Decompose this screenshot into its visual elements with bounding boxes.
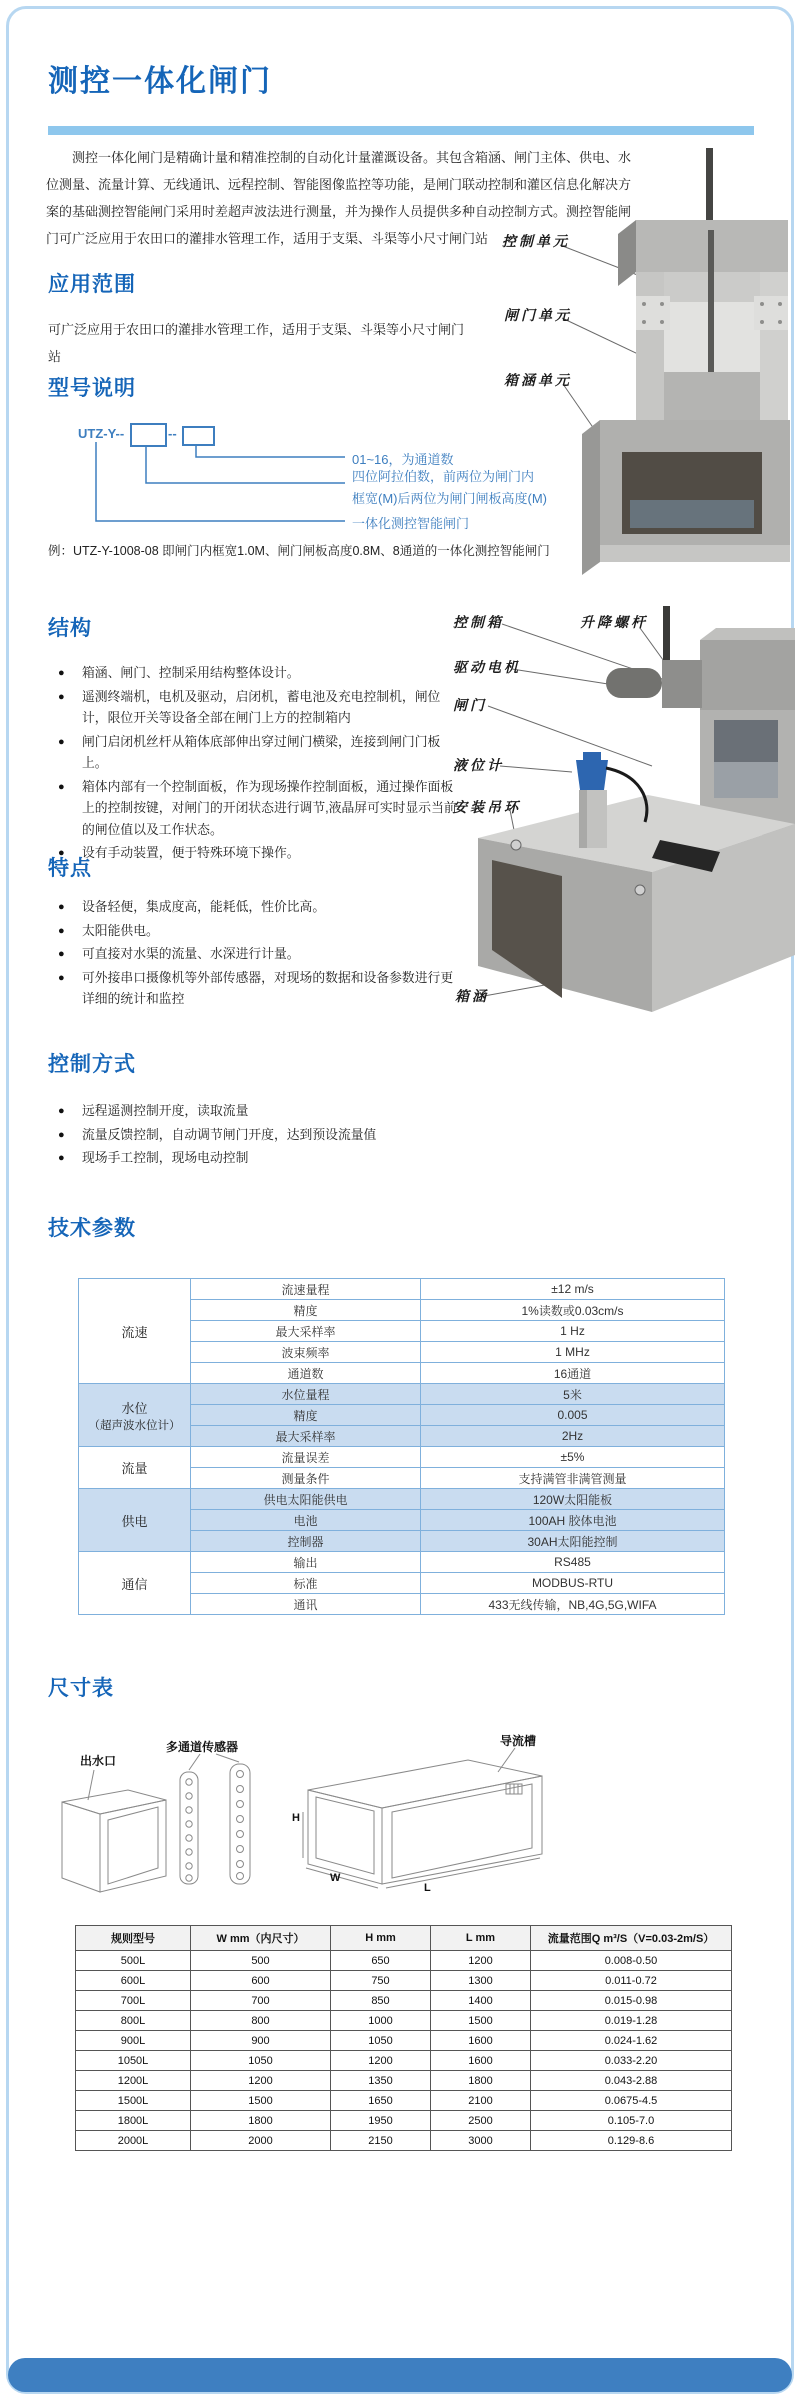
tech-param-name: 标准 [191,1573,421,1594]
section-title-model: 型号说明 [48,377,136,400]
dim-cell: 1000 [331,2011,431,2031]
tech-param-value: 支持满管非满管测量 [421,1468,725,1489]
gate-illustration [582,148,790,575]
control-bullet: ● 现场手工控制，现场电动控制 [58,1147,518,1169]
tech-param-value: 0.005 [421,1405,725,1426]
tech-params-table [78,1278,725,1615]
dim-cell: 0.033-2.20 [531,2051,732,2071]
dim-cell: 1500 [191,2091,331,2111]
control-bullet: ● 远程遥测控制开度，读取流量 [58,1100,518,1122]
footer-bar [8,2358,792,2392]
photo1-label-culvert-unit: 箱涵单元 [504,373,572,389]
dim-cell: 1800 [191,2111,331,2131]
section-title-features: 特点 [48,857,92,880]
dim-cell: 1800 [431,2071,531,2091]
tech-param-value: 16通道 [421,1363,725,1384]
dim-cell: 1500 [431,2011,531,2031]
control-bullet: ● 流量反馈控制，自动调节闸门开度，达到预设流量值 [58,1124,518,1146]
feature-bullet: ● 可外接串口摄像机等外部传感器，对现场的数据和设备参数进行更详细的统计和监控 [58,967,462,1010]
dim-cell: 0.105-7.0 [531,2111,732,2131]
dim-cell: 700 [191,1991,331,2011]
dim-cell: 0.015-0.98 [531,1991,732,2011]
tech-param-value: 1 MHz [421,1342,725,1363]
dim-cell: 2000 [191,2131,331,2151]
section-title-dimensions: 尺寸表 [48,1677,114,1700]
dimension-table [75,1925,732,2151]
diagram-label-channel: 导流槽 [500,1734,537,1748]
dim-cell: 1650 [331,2091,431,2111]
dimension-row [76,2051,732,2071]
photo2-label-level-gauge: 液位计 [453,758,504,774]
structure-bullet-list [58,662,462,866]
control-bullet-list [58,1100,518,1171]
structure-bullet: ● 遥测终端机，电机及驱动，启闭机，蓄电池及充电控制机，闸位计，限位开关等设备全部在闸门上方的控制箱内 [58,686,462,729]
dim-cell: 1050 [191,2051,331,2071]
model-label-digits-1: 四位阿拉伯数，前两位为闸门内 [352,469,535,484]
tech-param-name: 精度 [191,1300,421,1321]
tech-param-value: 1%读数或0.03cm/s [421,1300,725,1321]
dim-cell: 0.019-1.28 [531,2011,732,2031]
photo2-label-lifting-ring: 安装吊环 [453,800,521,816]
tech-param-value: ±5% [421,1447,725,1468]
tech-param-name: 最大采样率 [191,1321,421,1342]
photo1-label-control-unit: 控制单元 [502,234,570,250]
tech-group-subname: （超声波水位计） [88,1419,181,1432]
dim-cell: 500L [76,1951,191,1971]
dim-cell: 2150 [331,2131,431,2151]
dim-header: W mm（内尺寸） [191,1926,331,1951]
dim-cell: 650 [331,1951,431,1971]
dim-cell: 2100 [431,2091,531,2111]
dim-cell: 1200 [431,1951,531,1971]
structure-bullet: ● 箱体内部有一个控制面板，作为现场操作控制面板，通过操作面板上的控制按键，对闸门的开闭状态进行调节,液晶屏可实时显示当前的闸位值以及工作状态。 [58,776,462,841]
tech-param-name: 控制器 [191,1531,421,1552]
diagram-label-w: W [330,1872,341,1884]
tech-param-name: 测量条件 [191,1468,421,1489]
diagram-label-sensor: 多通道传感器 [166,1740,239,1754]
dim-cell: 700L [76,1991,191,2011]
dim-cell: 1600 [431,2051,531,2071]
dimension-header-row [76,1926,732,1951]
model-prefix: UTZ-Y-- [78,426,125,441]
structure-bullet: ● 箱涵、闸门、控制采用结构整体设计。 [58,662,462,684]
tech-group-label: 通信 [79,1552,191,1615]
dimension-row [76,2011,732,2031]
application-body: 可广泛应用于农田口的灌排水管理工作，适用于支渠、斗渠等小尺寸闸门站 [48,322,465,364]
photo2-label-lift-screw: 升降螺杆 [580,615,648,631]
model-label-channels: 01~16，为通道数 [352,452,454,467]
tech-param-name: 精度 [191,1405,421,1426]
dim-cell: 1350 [331,2071,431,2091]
dim-cell: 800 [191,2011,331,2031]
tech-param-name: 流量误差 [191,1447,421,1468]
photo2-label-drive-motor: 驱动电机 [453,660,521,676]
tech-row [79,1279,725,1300]
structure-bullet: ● 闸门启闭机丝杆从箱体底部伸出穿过闸门横梁，连接到闸门门板上。 [58,731,462,774]
section-title-application: 应用范围 [48,273,136,296]
diagram-label-l: L [424,1882,431,1894]
dim-cell: 600 [191,1971,331,1991]
dim-cell: 1050 [331,2031,431,2051]
model-label-series: 一体化测控智能闸门 [352,516,470,531]
tech-param-name: 流速量程 [191,1279,421,1300]
dim-cell: 0.011-0.72 [531,1971,732,1991]
tech-param-value: 5米 [421,1384,725,1405]
tech-param-name: 通讯 [191,1594,421,1615]
dim-cell: 1050L [76,2051,191,2071]
tech-param-name: 水位量程 [191,1384,421,1405]
tech-row [79,1552,725,1573]
dim-cell: 500 [191,1951,331,1971]
dim-header: H mm [331,1926,431,1951]
dimension-row [76,2091,732,2111]
dim-cell: 1200L [76,2071,191,2091]
dim-cell: 0.129-8.6 [531,2131,732,2151]
dim-cell: 1400 [431,1991,531,2011]
feature-bullet: ● 设备轻便，集成度高，能耗低，性价比高。 [58,896,462,918]
tech-param-value: 100AH 胶体电池 [421,1510,725,1531]
photo2-label-control-box: 控制箱 [453,615,504,631]
dimension-row [76,1991,732,2011]
dim-cell: 0.043-2.88 [531,2071,732,2091]
dimension-row [76,2131,732,2151]
section-title-tech-params: 技术参数 [48,1217,136,1240]
tech-group-label: 流量 [79,1447,191,1489]
model-example: 例：UTZ-Y-1008-08 即闸门内框宽1.0M、闸门闸板高度0.8M、8通道的一体化测控智能闸门 [48,544,550,558]
structure-bullet: ● 设有手动装置，便于特殊环境下操作。 [58,842,462,864]
photo2-label-culvert: 箱涵 [455,989,489,1005]
dim-cell: 600L [76,1971,191,1991]
tech-param-value: ±12 m/s [421,1279,725,1300]
features-bullet-list [58,896,462,1012]
intro-paragraph: 测控一体化闸门是精确计量和精准控制的自动化计量灌溉设备。其包含箱涵、闸门主体、供电、水位测量、流量计算、无线通讯、远程控制、智能图像监控等功能，是闸门联动控制和灌区信息化解决方案的基础测控智能闸门采用时差超声波法进行测量，并为操作人员提供多种自动控制方式。测控智能闸门可广泛应用于农田口的灌排水管理工作，适用于支渠、斗渠等小尺寸闸门站 [46,150,632,246]
dim-cell: 0.0675-4.5 [531,2091,732,2111]
dimension-row [76,1951,732,1971]
tech-param-name: 通道数 [191,1363,421,1384]
dim-header: L mm [431,1926,531,1951]
tech-group-label: 供电 [79,1489,191,1552]
diagram-label-h: H [292,1812,300,1824]
tech-row [79,1489,725,1510]
tech-row [79,1384,725,1405]
title-underline-bar [48,126,754,135]
page-title: 测控一体化闸门 [48,65,272,98]
dim-cell: 2500 [431,2111,531,2131]
feature-bullet: ● 太阳能供电。 [58,920,462,942]
dimension-row [76,1971,732,1991]
tech-param-value: 433无线传输，NB,4G,5G,WIFA [421,1594,725,1615]
dim-cell: 800L [76,2011,191,2031]
dim-cell: 1600 [431,2031,531,2051]
section-title-control: 控制方式 [48,1053,136,1076]
dim-cell: 0.024-1.62 [531,2031,732,2051]
dim-cell: 850 [331,1991,431,2011]
tech-param-name: 电池 [191,1510,421,1531]
dim-header: 规则型号 [76,1926,191,1951]
dim-cell: 1200 [331,2051,431,2071]
dim-cell: 900L [76,2031,191,2051]
gate-product-photo-1 [495,145,795,575]
model-separator: -- [168,426,177,441]
dim-cell: 2000L [76,2131,191,2151]
dim-cell: 1200 [191,2071,331,2091]
gate-culvert-illustration [478,606,795,1012]
tech-param-value: 30AH太阳能控制 [421,1531,725,1552]
dim-cell: 0.008-0.50 [531,1951,732,1971]
model-label-digits-2: 框宽(M)后两位为闸门闸板高度(M) [352,491,547,506]
tech-group-label [79,1384,191,1447]
tech-param-value: 120W太阳能板 [421,1489,725,1510]
photo2-label-gate: 闸门 [453,698,487,714]
dim-cell: 900 [191,2031,331,2051]
tech-param-value: 2Hz [421,1426,725,1447]
dim-cell: 1800L [76,2111,191,2131]
dim-header: 流量范围Q m³/S（V=0.03-2m/S） [531,1926,732,1951]
dim-cell: 750 [331,1971,431,1991]
tech-param-name: 最大采样率 [191,1426,421,1447]
tech-param-name: 输出 [191,1552,421,1573]
dimension-row [76,2071,732,2091]
tech-param-value: 1 Hz [421,1321,725,1342]
dim-cell: 3000 [431,2131,531,2151]
section-title-structure: 结构 [48,617,92,640]
tech-param-value: RS485 [421,1552,725,1573]
tech-param-name: 波束频率 [191,1342,421,1363]
photo1-label-gate-unit: 闸门单元 [504,308,572,324]
tech-group-label: 流速 [79,1279,191,1384]
dim-cell: 1300 [431,1971,531,1991]
tech-param-value: MODBUS-RTU [421,1573,725,1594]
dim-cell: 1950 [331,2111,431,2131]
dimension-diagram-lineart [40,1725,760,1910]
dimension-row [76,2031,732,2051]
tech-group-name: 水位 [121,1400,148,1416]
dimension-row [76,2111,732,2131]
feature-bullet: ● 可直接对水渠的流量、水深进行计量。 [58,943,462,965]
dim-cell: 1500L [76,2091,191,2111]
tech-param-name: 供电太阳能供电 [191,1489,421,1510]
diagram-label-outlet: 出水口 [80,1754,117,1768]
tech-row [79,1447,725,1468]
